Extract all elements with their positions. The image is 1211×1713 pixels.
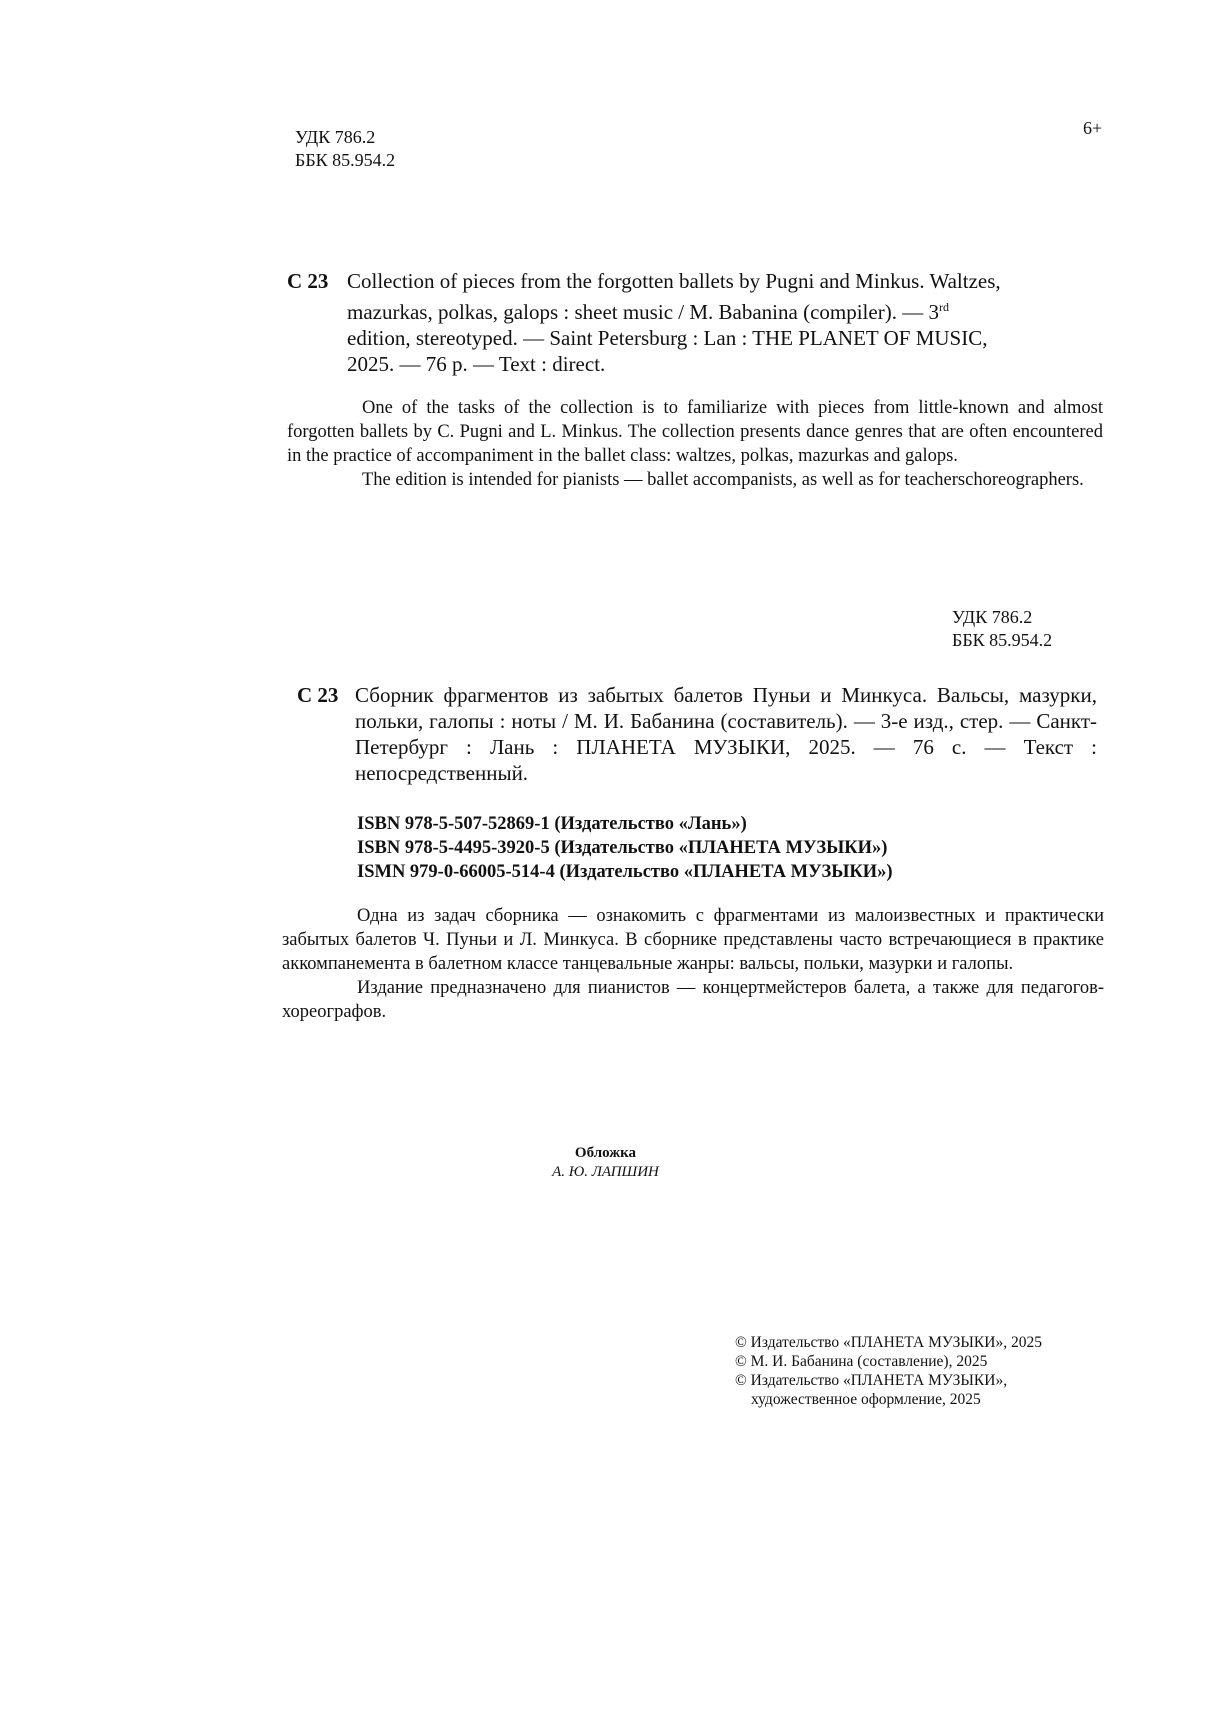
- entry-line-text: mazurkas, polkas, galops : sheet music / M. Babanina (compiler). — 3: [347, 300, 939, 324]
- entry-line: [347, 294, 1097, 325]
- udk-bbk-top: [295, 126, 395, 172]
- russian-catalog-entry: [297, 682, 1097, 786]
- copyright-line: © Издательство «ПЛАНЕТА МУЗЫКИ», 2025: [735, 1334, 1042, 1351]
- abstract-paragraph: One of the tasks of the collection is to familiarize with pieces from little-known and almost forgotten ballets by C. Pugni and L. Minkus. The collection presents dance genres that are often encountered in the practice of accompaniment in the ballet class: waltzes, polkas, mazurkas and galops.: [287, 398, 1103, 466]
- cover-label: Обложка: [574, 1145, 637, 1161]
- russian-entry-body: Сборник фрагментов из забытых балетов Пуньи и Минкуса. Вальсы, мазурки, польки, галопы : ноты / М. И. Бабанина (составитель). — 3-е изд., стер. — Санкт-Петербург : Лань : ПЛАНЕТА МУЗЫКИ, 2025. — 76 с. — Текст : непосредственный.: [355, 683, 1097, 785]
- isbn-line: ISBN 978-5-507-52869-1 (Издательство «Лань»): [357, 814, 747, 834]
- udk-bbk-russian: [952, 606, 1052, 652]
- udk-code: УДК 786.2: [952, 607, 1033, 627]
- abstract-paragraph: Одна из задач сборника — ознакомить с фрагментами из малоизвестных и практически забытых балетов Ч. Пуньи и Л. Минкуса. В сборнике представлены часто встречающиеся в практике аккомпанемента в балетном классе танцевальные жанры: вальсы, польки, мазурки и галопы.: [282, 906, 1104, 974]
- entry-line: 2025. — 76 p. — Text : direct.: [347, 352, 606, 376]
- entry-line: edition, stereotyped. — Saint Petersburg : Lan : THE PLANET OF MUSIC,: [347, 326, 988, 350]
- udk-code: УДК 786.2: [295, 127, 376, 147]
- copyright-line: художественное оформление, 2025: [751, 1391, 981, 1408]
- copyright-block: [735, 1333, 1042, 1409]
- cover-artist: А. Ю. ЛАПШИН: [552, 1164, 659, 1180]
- copyright-line: © Издательство «ПЛАНЕТА МУЗЫКИ»,: [735, 1372, 1008, 1389]
- abstract-paragraph: The edition is intended for pianists — ballet accompanists, as well as for teacherschoreographers.: [362, 470, 1084, 490]
- bbk-code: ББК 85.954.2: [295, 150, 396, 170]
- english-entry-body: [287, 268, 1097, 377]
- english-abstract: [287, 396, 1103, 492]
- isbn-line: ISBN 978-5-4495-3920-5 (Издательство «ПЛАНЕТА МУЗЫКИ»): [357, 838, 888, 858]
- abstract-paragraph: Издание предназначено для пианистов — концертмейстеров балета, а также для педагогов-хореографов.: [282, 978, 1104, 1022]
- entry-line: Collection of pieces from the forgotten ballets by Pugni and Minkus. Waltzes,: [347, 269, 1001, 293]
- russian-abstract: [282, 904, 1104, 1024]
- english-catalog-entry: [287, 268, 1097, 377]
- age-rating: 6+: [1083, 118, 1103, 138]
- catalog-code: С 23: [297, 683, 339, 707]
- catalog-code: С 23: [287, 269, 329, 293]
- cover-credit: [0, 1144, 1211, 1182]
- copyright-line: © М. И. Бабанина (составление), 2025: [735, 1353, 988, 1370]
- ordinal-suffix: rd: [938, 300, 949, 314]
- isbn-list: [357, 812, 893, 884]
- ismn-line: ISMN 979-0-66005-514-4 (Издательство «ПЛАНЕТА МУЗЫКИ»): [357, 862, 893, 882]
- bbk-code: ББК 85.954.2: [952, 630, 1053, 650]
